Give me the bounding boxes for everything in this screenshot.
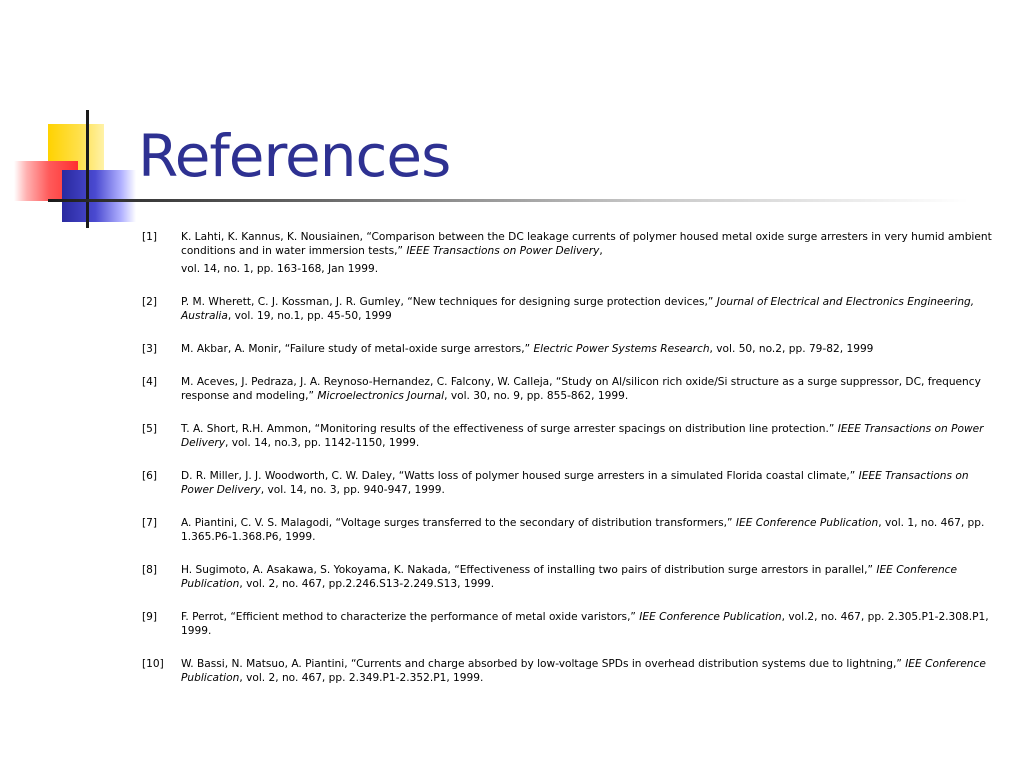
reference-text	[181, 230, 998, 276]
reference-authors-title: M. Aceves, J. Pedraza, J. A. Reynoso-Hernandez, C. Falcony, W. Calleja, “Study on Al/silicon rich oxide/Si structure as a surge suppressor, DC, frequency response and modeling,”	[181, 376, 981, 402]
reference-venue: IEE Conference Publication	[181, 658, 986, 684]
reference-item	[142, 469, 998, 497]
reference-number: [8]	[142, 564, 158, 576]
reference-details: ,	[599, 245, 603, 257]
reference-details: , vol. 19, no.1, pp. 45-50, 1999	[227, 310, 392, 322]
reference-authors-title: W. Bassi, N. Matsuo, A. Piantini, “Currents and charge absorbed by low-voltage SPDs in overhead distribution systems due to lightning,”	[181, 658, 906, 670]
reference-details: , vol. 2, no. 467, pp.2.246.S13-2.249.S13, 1999.	[239, 578, 495, 590]
reference-number: [1]	[142, 231, 158, 243]
reference-venue: IEE Conference Publication	[181, 564, 958, 590]
slide-title: References	[138, 122, 451, 190]
title-underline-rule	[48, 199, 968, 202]
reference-number: [3]	[142, 343, 158, 355]
reference-number: [7]	[142, 517, 158, 529]
reference-authors-title: T. A. Short, R.H. Ammon, “Monitoring results of the effectiveness of surge arrester spacings on distribution line protection.”	[181, 423, 838, 435]
reference-details: , vol. 50, no.2, pp. 79-82, 1999	[709, 343, 874, 355]
reference-item	[142, 230, 998, 276]
reference-venue: IEE Conference Publication	[735, 517, 879, 529]
reference-authors-title: P. M. Wherett, C. J. Kossman, J. R. Gumley, “New techniques for designing surge protection devices,”	[181, 296, 717, 308]
reference-details: , vol. 1, no. 467, pp. 1.365.P6-1.368.P6, 1999.	[181, 517, 985, 543]
reference-venue: Electric Power Systems Research	[533, 343, 710, 355]
decorative-blue-square	[62, 170, 136, 222]
reference-item	[142, 610, 998, 638]
reference-details: , vol. 14, no. 3, pp. 940-947, 1999.	[260, 484, 445, 496]
reference-item	[142, 422, 998, 450]
reference-text	[181, 516, 998, 544]
reference-number: [10]	[142, 658, 164, 670]
reference-number: [4]	[142, 376, 158, 388]
reference-number: [2]	[142, 296, 158, 308]
reference-item	[142, 563, 998, 591]
reference-authors-title: F. Perrot, “Efficient method to characterize the performance of metal oxide varistors,”	[181, 611, 640, 623]
reference-authors-title: K. Lahti, K. Kannus, K. Nousiainen, “Comparison between the DC leakage currents of polymer housed metal oxide surge arresters in very humid ambient conditions and in water immersion tests,”	[181, 231, 992, 257]
reference-text	[181, 610, 998, 638]
reference-text	[181, 295, 998, 323]
reference-item	[142, 516, 998, 544]
reference-details: , vol.2, no. 467, pp. 2.305.P1-2.308.P1, 1999.	[181, 611, 989, 637]
decorative-vertical-rule	[86, 110, 89, 228]
reference-authors-title: D. R. Miller, J. J. Woodworth, C. W. Daley, “Watts loss of polymer housed surge arresters in a simulated Florida coastal climate,”	[181, 470, 859, 482]
reference-text	[181, 469, 998, 497]
reference-venue: Microelectronics Journal	[317, 390, 445, 402]
reference-authors-title: M. Akbar, A. Monir, “Failure study of metal-oxide surge arrestors,”	[181, 343, 534, 355]
reference-venue: IEE Conference Publication	[639, 611, 782, 623]
reference-venue: IEEE Transactions on Power Delivery	[181, 470, 969, 496]
reference-item	[142, 657, 998, 685]
reference-authors-title: A. Piantini, C. V. S. Malagodi, “Voltage surges transferred to the secondary of distribution transformers,”	[181, 517, 736, 529]
reference-text	[181, 342, 998, 356]
reference-item	[142, 375, 998, 403]
reference-list	[142, 230, 998, 704]
reference-details: , vol. 14, no.3, pp. 1142-1150, 1999.	[224, 437, 420, 449]
reference-details: , vol. 30, no. 9, pp. 855-862, 1999.	[444, 390, 629, 402]
reference-continuation: vol. 14, no. 1, pp. 163-168, Jan 1999.	[181, 263, 379, 275]
reference-venue: IEEE Transactions on Power Delivery	[181, 423, 984, 449]
reference-item	[142, 295, 998, 323]
reference-number: [9]	[142, 611, 158, 623]
reference-venue: Journal of Electrical and Electronics Engineering, Australia	[181, 296, 975, 322]
reference-text	[181, 375, 998, 403]
reference-authors-title: H. Sugimoto, A. Asakawa, S. Yokoyama, K. Nakada, “Effectiveness of installing two pairs of distribution surge arrestors in parallel,”	[181, 564, 877, 576]
reference-text	[181, 422, 998, 450]
reference-text	[181, 657, 998, 685]
reference-details: , vol. 2, no. 467, pp. 2.349.P1-2.352.P1, 1999.	[239, 672, 484, 684]
reference-number: [5]	[142, 423, 158, 435]
reference-text	[181, 563, 998, 591]
reference-item	[142, 342, 998, 356]
reference-number: [6]	[142, 470, 158, 482]
reference-venue: IEEE Transactions on Power Delivery	[406, 245, 600, 257]
